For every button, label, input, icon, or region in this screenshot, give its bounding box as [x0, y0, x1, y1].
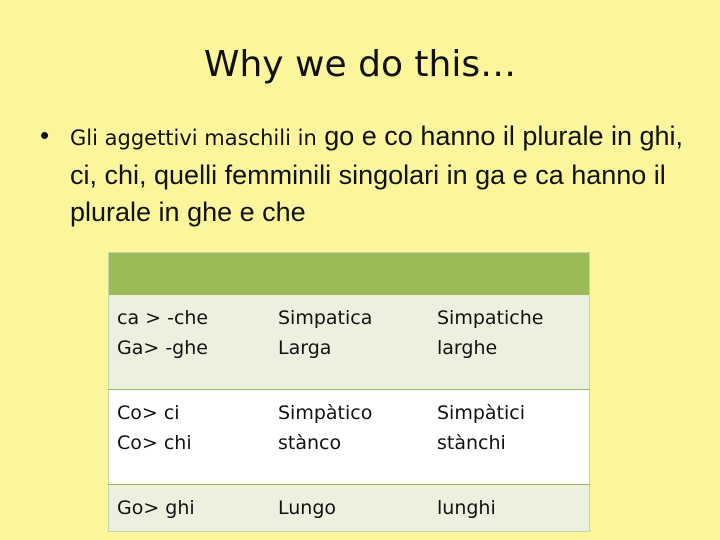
table-cell	[109, 485, 271, 532]
table-row	[109, 485, 590, 532]
cell-line: stànchi	[437, 432, 506, 454]
bullet-lead: Gli aggettivi maschili in	[70, 126, 317, 150]
cell-line: larghe	[437, 337, 498, 359]
bullet-body: go e co hanno il plurale in ghi, ci, chi, quelli femminili singolari in ga e ca hanno il plurale in ghe e che	[70, 121, 684, 227]
bullet-item	[40, 118, 690, 231]
table-cell	[109, 295, 271, 390]
cell-line: Ga> -ghe	[117, 337, 208, 359]
cell-line: Co> ci	[117, 402, 180, 424]
table-header-cell	[109, 253, 271, 296]
cell-line: Lungo	[278, 497, 337, 519]
plural-table	[108, 252, 590, 532]
table-cell	[270, 485, 429, 532]
cell-line: Go> ghi	[117, 497, 195, 519]
bullet-text	[70, 118, 690, 231]
table-row	[109, 390, 590, 485]
table-cell	[429, 295, 590, 390]
table-header-cell	[429, 253, 590, 296]
cell-line: Simpatiche	[437, 307, 544, 329]
cell-line: Simpatica	[278, 307, 373, 329]
table-cell	[429, 485, 590, 532]
cell-line: ca > -che	[117, 307, 209, 329]
table-header-row	[109, 253, 590, 296]
cell-line: lunghi	[437, 497, 496, 519]
cell-line: Simpàtico	[278, 402, 373, 424]
table-row	[109, 295, 590, 390]
table-header-cell	[270, 253, 429, 296]
cell-line: Simpàtici	[437, 402, 526, 424]
slide-title: Why we do this…	[203, 44, 517, 85]
table-cell	[429, 390, 590, 485]
table-cell	[270, 295, 429, 390]
table-cell	[109, 390, 271, 485]
cell-line: Larga	[278, 337, 332, 359]
cell-line: Co> chi	[117, 432, 192, 454]
bullet-dot: •	[40, 120, 50, 150]
table-cell	[270, 390, 429, 485]
cell-line: stànco	[278, 432, 342, 454]
